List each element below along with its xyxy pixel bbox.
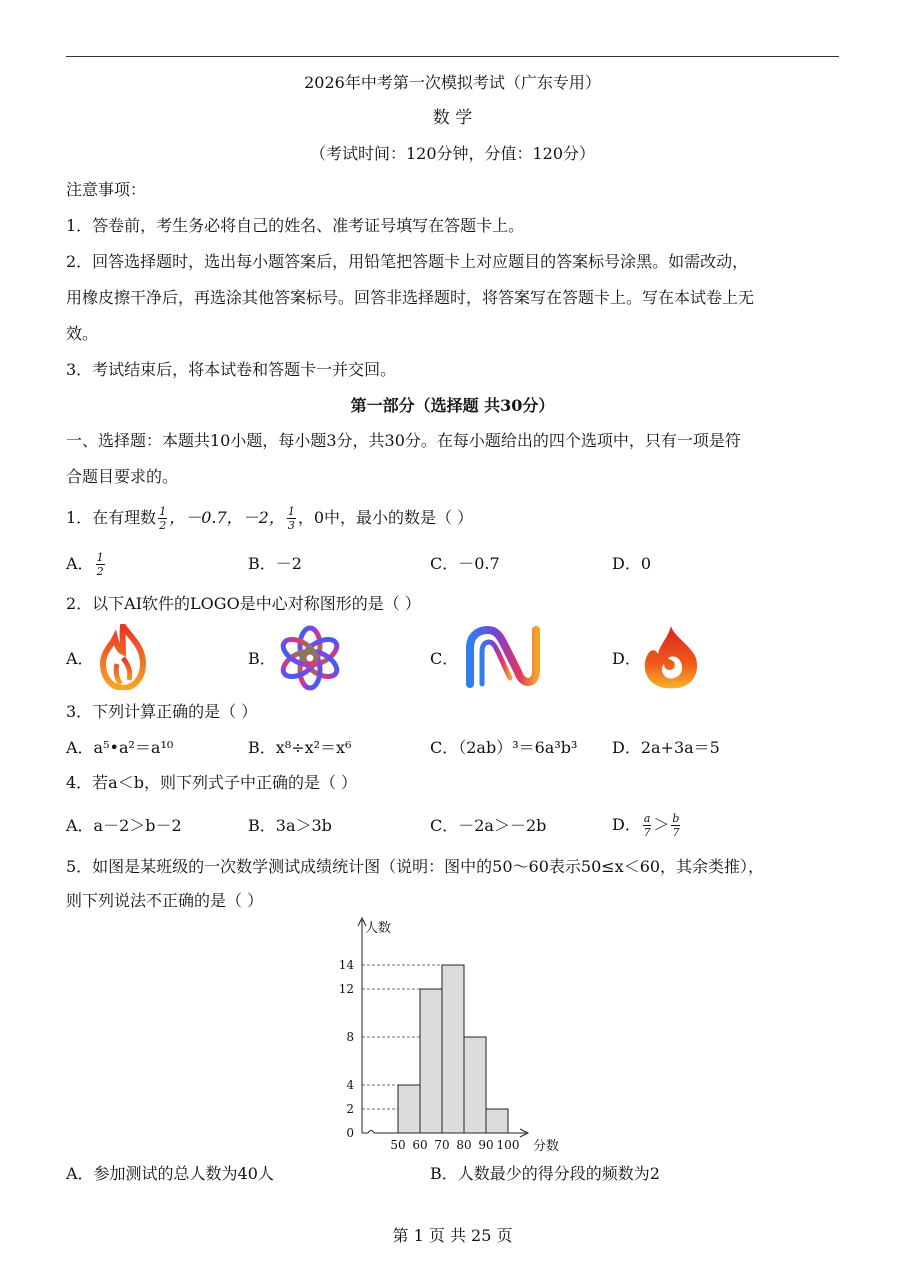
q4-option-d-b: b	[672, 812, 680, 825]
q3-stem: 3．下列计算正确的是（ ）	[66, 702, 258, 721]
part1-intro-line-1: 一、选择题：本题共10小题，每小题3分，共30分。在每小题给出的四个选项中，只有一项是符	[66, 431, 741, 450]
notice-item-1: 1．答卷前，考生务必将自己的姓名、准考证号填写在答题卡上。	[66, 216, 525, 235]
q4-option-d-op: ＞	[653, 815, 670, 834]
histogram-x-tick-90: 90	[478, 1138, 494, 1152]
q1-option-a-frac	[96, 551, 105, 578]
q4-option-d-label: D．	[612, 815, 641, 834]
histogram-bar-60	[420, 989, 442, 1133]
subject-title: 数 学	[432, 108, 473, 128]
q3-option-a: A．a⁵•a²＝a¹⁰	[66, 738, 174, 757]
q1-option-a-den: 2	[96, 565, 104, 578]
histogram-x-tick-60: 60	[412, 1138, 428, 1152]
q2-option-c: C．	[430, 649, 459, 668]
q4-option-d-den-1: 7	[643, 826, 651, 839]
q1-option-c: C．－0.7	[430, 554, 500, 573]
part1-intro-line-2: 合题目要求的。	[66, 467, 179, 486]
q1-suffix: ，0中，最小的数是（ ）	[297, 508, 474, 527]
q5-option-a: A．参加测试的总人数为40人	[66, 1164, 274, 1183]
q4-option-d-frac-b	[671, 812, 680, 839]
q1-option-a-label: A．	[66, 554, 94, 573]
notice-item-3: 3．考试结束后，将本试卷和答题卡一并交回。	[66, 360, 397, 379]
histogram-y-tick-0: 0	[346, 1126, 354, 1140]
histogram-bar-90	[486, 1109, 508, 1133]
q1-stem	[66, 505, 473, 532]
q4-option-a: A．a－2＞b－2	[66, 816, 182, 835]
flame-logo-icon	[93, 624, 153, 690]
q1-option-a-num: 1	[96, 551, 104, 564]
q4-option-c: C．－2a＞－2b	[430, 816, 547, 835]
q1-option-d: D．0	[612, 554, 652, 573]
q4-option-d	[612, 810, 682, 840]
q4-option-d-a: a	[643, 812, 651, 825]
knot-logo-icon	[276, 624, 344, 692]
q2-option-a: A．	[66, 649, 94, 668]
histogram-x-tick-70: 70	[434, 1138, 450, 1152]
part1-heading: 第一部分（选择题 共30分）	[350, 396, 555, 415]
loop-logo-icon	[462, 626, 542, 688]
histogram-y-tick-8: 8	[346, 1030, 354, 1044]
q1-frac2-den: 3	[287, 519, 295, 532]
q2-option-b: B．	[248, 649, 276, 668]
q1-mid: ，－0.7，－2，	[169, 508, 285, 527]
histogram-y-tick-12: 12	[338, 982, 354, 996]
q1-prefix: 1．在有理数	[66, 508, 157, 527]
q1-frac1-num: 1	[159, 505, 167, 518]
q1-frac1-den: 2	[159, 519, 167, 532]
q5-option-b: B．人数最少的得分段的频数为2	[430, 1164, 660, 1183]
histogram-bar-50	[398, 1085, 420, 1133]
histogram-y-tick-14: 14	[338, 958, 354, 972]
notice-item-2-line-1: 2．回答选择题时，选出每小题答案后，用铅笔把答题卡上对应题目的答案标号涂黑。如需改动，	[66, 252, 749, 271]
histogram-bar-70	[442, 965, 464, 1133]
q5-stem-line-2: 则下列说法不正确的是（ ）	[66, 891, 264, 910]
notice-heading: 注意事项：	[66, 180, 147, 199]
histogram-x-tick-50: 50	[390, 1138, 406, 1152]
histogram-y-tick-2: 2	[346, 1102, 354, 1116]
exam-info: （考试时间：120分钟，分值：120分）	[309, 144, 596, 163]
q5-stem-line-1: 5．如图是某班级的一次数学测试成绩统计图（说明：图中的50～60表示50≤x＜60，其余类推），	[66, 857, 765, 876]
q3-option-d: D．2a+3a＝5	[612, 738, 720, 757]
q4-option-d-frac-a	[643, 812, 652, 839]
histogram-x-tick-100: 100	[496, 1138, 520, 1152]
histogram-y-label: 人数	[365, 921, 392, 936]
histogram-y-tick-4: 4	[346, 1078, 354, 1092]
q1-frac-third	[287, 505, 296, 532]
top-rule	[66, 56, 839, 57]
q4-option-b: B．3a＞3b	[248, 816, 332, 835]
q1-option-a	[66, 551, 107, 578]
exam-title: 2026年中考第一次模拟考试（广东专用）	[304, 73, 601, 92]
q2-option-d: D．	[612, 649, 641, 668]
notice-item-2-line-3: 效。	[66, 324, 99, 343]
q1-frac2-num: 1	[287, 505, 295, 518]
q2-stem: 2．以下AI软件的LOGO是中心对称图形的是（ ）	[66, 594, 421, 613]
q3-option-c: C．（2ab）³＝6a³b³	[430, 738, 578, 757]
histogram-x-label: 分数	[533, 1139, 560, 1154]
q1-frac-half	[158, 505, 167, 532]
q3-option-b: B．x⁸÷x²＝x⁶	[248, 738, 352, 757]
q4-stem: 4．若a＜b，则下列式子中正确的是（ ）	[66, 773, 358, 792]
notice-item-2-line-2: 用橡皮擦干净后，再选涂其他答案标号。回答非选择题时，将答案写在答题卡上。写在本试卷上无	[66, 288, 755, 307]
histogram-x-tick-80: 80	[456, 1138, 472, 1152]
page-footer: 第 1 页 共 25 页	[392, 1226, 513, 1245]
score-histogram	[326, 914, 586, 1156]
fireball-logo-icon	[640, 624, 702, 690]
q1-option-b: B．－2	[248, 554, 302, 573]
histogram-bar-80	[464, 1037, 486, 1133]
q4-option-d-den-2: 7	[672, 826, 680, 839]
